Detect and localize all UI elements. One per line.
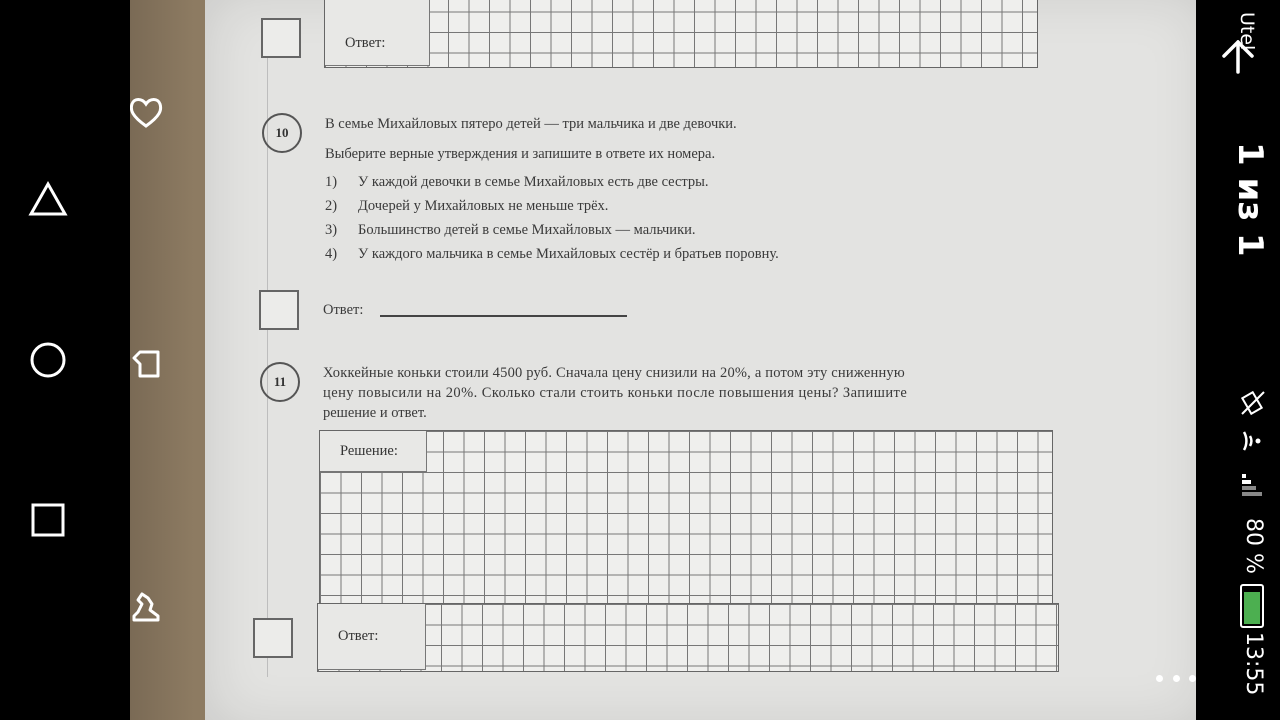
wifi-icon (1238, 426, 1268, 461)
answer-box-11 (253, 618, 293, 658)
answer-label-9: Ответ: (325, 0, 430, 66)
solution-grid-11 (319, 430, 1053, 604)
clock: 13:55 (1241, 632, 1266, 696)
circle-home-icon[interactable] (26, 338, 70, 382)
q11-line-1: Хоккейные коньки стоили 4500 руб. Сначала цену снизили на 20%, а потом эту сниженную (323, 365, 905, 381)
battery-percent: 80 % (1241, 518, 1266, 574)
answer-box-9 (261, 18, 301, 58)
triangle-back-icon[interactable] (26, 178, 70, 222)
answer-grid-11 (317, 603, 1059, 672)
heart-icon[interactable] (130, 90, 168, 134)
battery-icon (1240, 584, 1264, 628)
q10-option-text: У каждого мальчика в семье Михайловых сестёр и братьев поровну. (358, 246, 779, 262)
signal-icon (1238, 470, 1268, 505)
q10-option-num: 1) (325, 174, 338, 190)
carrier-name: Utel (1236, 12, 1258, 51)
q10-option-text: Большинство детей в семье Михайловых — мальчики. (358, 222, 696, 238)
q10-answer-line (380, 315, 627, 317)
q10-answer-label: Ответ: (323, 302, 364, 318)
q10-statement: В семье Михайловых пятеро детей — три мальчика и две девочки. (325, 116, 737, 132)
q10-option-num: 3) (325, 222, 338, 238)
q11-line-3: решение и ответ. (323, 405, 427, 421)
q10-option-text: Дочерей у Михайловых не меньше трёх. (358, 198, 609, 214)
rotate-icon[interactable] (130, 342, 168, 386)
q10-instruction: Выберите верные утверждения и запишите в ответе их номера. (325, 146, 716, 162)
page-indicator: 1 из 1 (1230, 142, 1270, 257)
answer-label-11: Ответ: (318, 604, 426, 670)
vibrate-icon (1238, 388, 1268, 423)
system-nav-bar (0, 0, 130, 720)
pawn-icon[interactable] (130, 584, 168, 628)
right-status-bar (1196, 0, 1280, 720)
q10-option-num: 2) (325, 198, 338, 214)
q11-line-2: цену повысили на 20%. Сколько стали стоить коньки после повышения цены? Запишите (323, 385, 908, 401)
solution-label-11: Решение: (320, 431, 427, 472)
question-number-10: 10 (262, 113, 302, 153)
more-options-icon[interactable] (1156, 668, 1196, 688)
answer-grid-9 (324, 0, 1038, 68)
q10-option-num: 4) (325, 246, 338, 262)
test-sheet (205, 0, 1196, 720)
square-recents-icon[interactable] (26, 498, 70, 542)
overlay-controls (130, 0, 210, 720)
answer-box-10 (259, 290, 299, 330)
question-number-11: 11 (260, 362, 300, 402)
document-photo (130, 0, 1196, 720)
battery-fill (1244, 592, 1260, 624)
q10-option-text: У каждой девочки в семье Михайловых есть две сестры. (358, 174, 709, 190)
